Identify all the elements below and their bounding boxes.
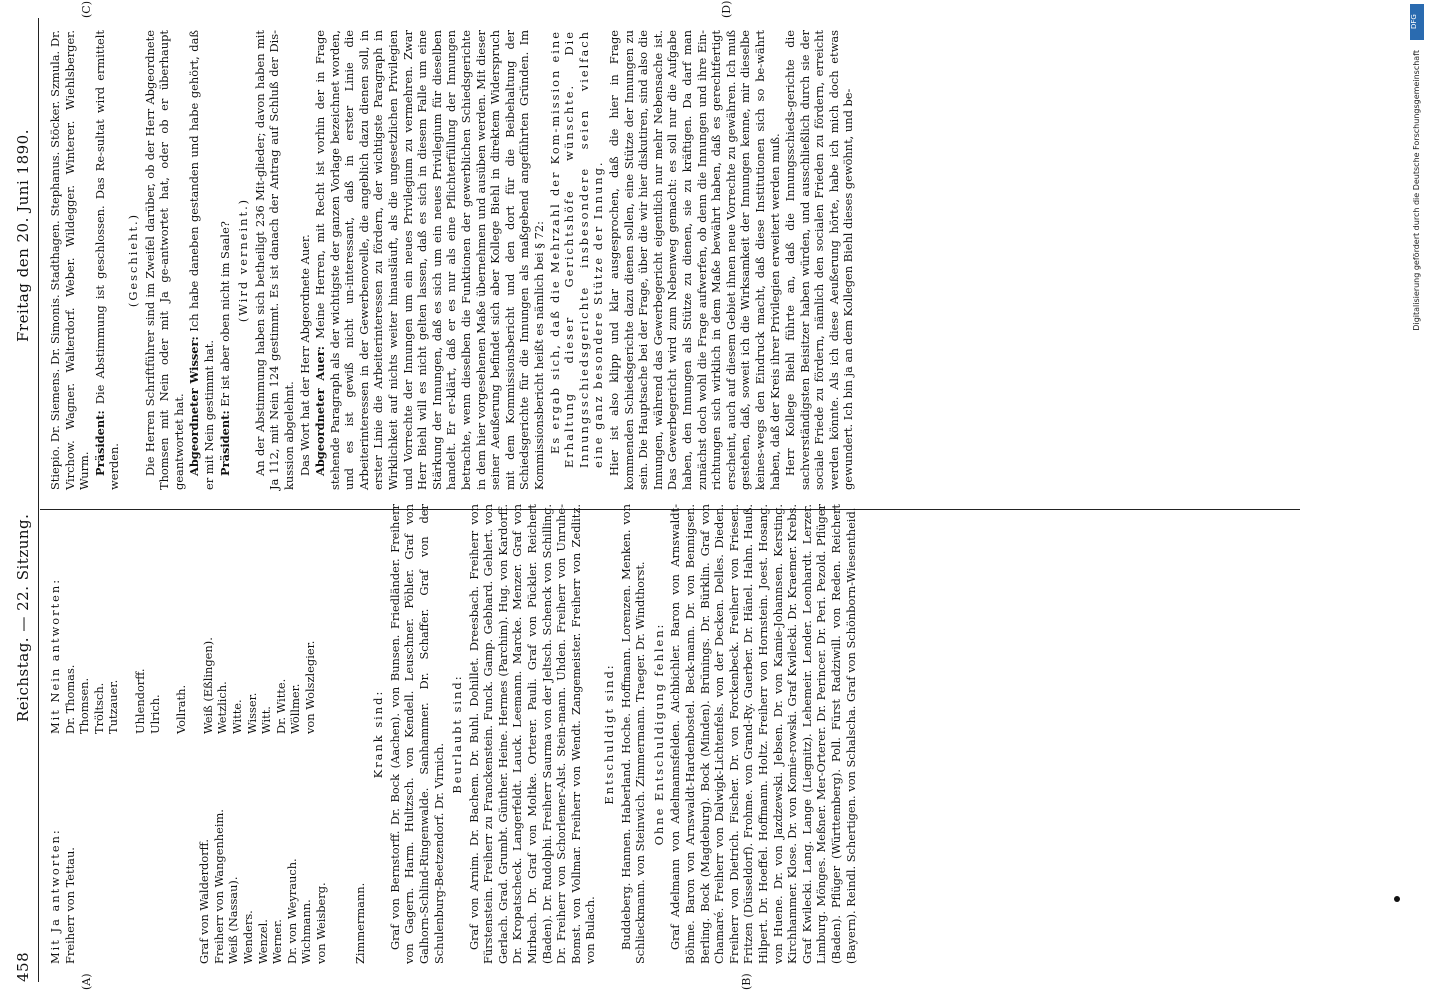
- margin-marker-a: (A): [80, 973, 93, 990]
- nein-name: Wöllmer.: [288, 683, 303, 734]
- nein-name: Thomsen.: [77, 677, 92, 734]
- header-right-title: Freitag den 20. Juni 1890.: [14, 129, 32, 342]
- header-rule: [38, 18, 39, 982]
- page-number: 458: [14, 951, 32, 982]
- ja-name: Weiß (Nassau).: [226, 876, 241, 964]
- paragraph: Die Herren Schriftführer sind im Zweifel darüber, ob der Herr Abgeordnete Thomsen mit Nein oder mit Ja ge-antwortet hat, oder ob er überhaupt geantwortet hat.: [142, 30, 186, 490]
- nein-name: Wisser.: [244, 692, 259, 734]
- ja-name: Graf von Walderdorff.: [197, 839, 212, 964]
- ja-list: [48, 734, 367, 964]
- speaker: Abgeordneter Auer:: [313, 346, 328, 476]
- ja-name: Wichmann.: [299, 899, 314, 964]
- paragraph: An der Abstimmung haben sich betheiligt 236 Mit-glieder; davon haben mit Ja 112, mit Nein 124 gestimmt. Es ist danach der Antrag auf Schluß der Dis-kussion abgelehnt.: [252, 30, 296, 490]
- ja-name: Zimmermann.: [352, 882, 367, 964]
- vote-lists: [48, 504, 367, 964]
- nein-name: Witt.: [259, 706, 274, 734]
- speaker: Präsident:: [217, 410, 232, 476]
- entschuldigt-text: Buddeberg. Hannen. Haberland. Hoche. Hoffmann. Lorenzen. Menken. von Schlieckmann. von Steinwich. Zimmermann. Traeger. Dr. Windthorst.: [618, 504, 648, 964]
- ja-name: Wenders.: [240, 910, 255, 964]
- paragraph: Präsident: Die Abstimmung ist geschlossen. Das Re-sultat wird ermittelt werden.: [92, 30, 122, 490]
- stage-direction: (Wird verneint.): [236, 197, 251, 323]
- paragraph: Präsident: Er ist aber oben nicht im Saale?: [217, 221, 232, 476]
- dfg-logo: DFG: [1410, 4, 1424, 40]
- nein-name: Tröltsch.: [91, 682, 106, 734]
- digitization-note: Digitalisierung gefördert durch die Deutsche Forschungsgemeinschaft: [1412, 50, 1421, 331]
- ohne-text: Graf Adelmann von Adelmannsfelden. Aichbichler. Baron von Arnswaldt-Böhme. Baron von Arnswaldt-Hardenbostel. Beck-mann. Dr. von Bennigsen. Berling. Bock (Magdeburg). Bock (Minden). Brünings. Dr. Bürklin. Graf von Chamaré. Freiherr von Dalwigk-Lichtenfels. von der Decken. Delles. Dieden. Freiherr von Dietrich. Fischer. Dr. von Forckenbeck. Freiherr von Friesen. Fritzen (Düsseldorf). Frohme. von Grand-Ry. Guerber. Dr. Hänel. Hahn. Hauß. Hilpert. Dr. Hoeffel. Hoffmann. Holtz. Freiherr von Hornstein. Joest. Hosang. von Huene. Dr. von Jazdzewski. Jebsen. Dr. von Kamie-Johannsen. Kersting. Kirchhammer. Klose. Dr. von Komie-rowski. Graf Kwilecki. Dr. Kraemer. Krebs. Graf Kwilecki. Lang. Lange (Liegnitz). Lehemeir. Lender. Leonhardt. Lerzer. Limburg. Mönges. Meßner. Mer-Orterer. Dr. Perincer. Dr. Peri. Pezold. Pflüger (Baden). Pflüger (Württemberg). Poll. Fürst Radziwill. von Reden. Reichert (Bayern). Reindl. Schertigen. von Schalscha. Graf von Schönborn-Wiesentheid.: [668, 504, 858, 964]
- nein-name: Dr. Thomas.: [62, 664, 77, 734]
- scan-speck: [1394, 896, 1400, 902]
- header-left-title: Reichstag. — 22. Sitzung.: [14, 513, 32, 722]
- ja-name: von Weisberg.: [313, 882, 328, 964]
- remaining-names: Stiepio. Dr. Siemens. Dr. Simonis. Stadthagen. Stephanus. Stöcker. Szmula. Dr. Virchow. Wagner. Walterdorf. Weber. Wildegger. Winterer. Wiehlsberger. Wurm.: [48, 30, 92, 490]
- ja-name: Freiherr von Tettau.: [62, 847, 77, 964]
- margin-marker-d: (D): [720, 0, 733, 18]
- paragraph: Hier ist also klipp und klar ausgesprochen, daß die hier in Frage kommenden Schiedsgerichte dazu dienen sollen, eine Stütze der Innungen zu sein. Die Hauptsache bei der Frage, über die wir hier diskutiren, sind also die Innungen, während das Gewerbegericht eigentlich nur mehr Nebensache ist. Das Gewerbegericht wird zum Nebenweg gemacht: es soll nur die Aufgabe haben, den Innungen als Stütze zu dienen, sie zu kräftigen. Da darf man zunächst doch wohl die Frage aufwerfen, ob denn die Innungen und ihre Ein-richtungen sich wirklich in dem Maße bewährt haben, daß es gerechtfertigt erscheint, auch auf diesem Gebiet ihnen neue Vorrechte zu gewähren. Ich muß gestehen, daß, soweit ich die Wirksamkeit der Innungen kenne, mir dieselbe keines-wegs den Eindruck macht, daß diese Institutionen sich so be-währt haben, daß der Kreis ihrer Privilegien erweitert werden muß.: [606, 30, 782, 490]
- right-column: [48, 30, 857, 490]
- margin-marker-c: (C): [80, 1, 93, 18]
- nein-name: Witte.: [229, 699, 244, 734]
- ja-heading: Mit Ja antworten:: [48, 828, 62, 964]
- beurlaubt-heading: Beurlaubt sind:: [450, 674, 465, 794]
- ohne-heading: Ohne Entschuldigung fehlen:: [651, 622, 666, 846]
- stage-direction: (Geschieht.): [125, 212, 140, 308]
- paragraph: Abgeordneter Wisser: Ich habe daneben gestanden und habe gehört, daß er mit Nein gestimmt hat.: [187, 30, 216, 490]
- nein-name: von Wolszlegier.: [302, 640, 317, 734]
- ja-name: Werner.: [270, 919, 285, 964]
- quotation: Es ergab sich, daß die Mehrzahl der Kom-mission eine Erhaltung dieser Gerichtshöfe wünschte. Die Innungsschiedsgerichte insbesondere seien vielfach eine ganz besondere Stütze der Innung.: [547, 30, 606, 468]
- margin-marker-b: (B): [740, 973, 753, 990]
- running-header: [10, 18, 36, 982]
- speaker: Präsident:: [92, 410, 107, 476]
- nein-name: Uhlendorff.: [132, 668, 147, 734]
- ja-name: Wenzel.: [255, 919, 270, 964]
- paragraph: Das Wort hat der Herr Abgeordnete Auer.: [297, 234, 312, 476]
- beurlaubt-text: Graf von Arnim. Dr. Bachem. Dr. Buhl. Dohillet. Dreesbach. Freiherr von Fürstenstein. Freiherr zu Franckenstein. Funck. Gamp. Gebhard. Gehlert. von Gerlach. Grad. Grumbt. Günther. Heine. Hermes (Parchim). Hug. von Kardorff. Dr. Kropatscheck. Langerfeldt. Lauck. Leemann. Marcke. Menzer. Graf von Mirbach. Dr. Graf von Moltke. Orterer. Pauli. Graf von Pückler. Reichert (Baden). Dr. Rudolphi. Freiherr Saurma von der Jeltsch. Schenck von Schilling. Dr. Freiherr von Schorlemer-Alst. Stein-mann. Uhden. Freiherr von Unruhe-Bomst. von Vollmar. Freiherr von Wendt. Zangemeister. Freiherr von Zedlitz. von Bulach.: [466, 504, 598, 964]
- speaker: Abgeordneter Wisser:: [187, 336, 202, 476]
- krank-heading: Krank sind:: [371, 689, 386, 779]
- ja-name: Freiherr von Wangenheim.: [211, 809, 226, 964]
- paragraph: Herr Kollege Biehl führte an, daß die Innungsschieds-gerichte die sachverständigsten Beisitzer haben würden, und ausschließlich durch sie der sociale Friede zu fördern, nämlich den socialen Frieden zu fördern, erreicht werden könnte. Als ich diese Aeußerung hörte, habe ich mich doch etwas gewundert. Ich bin ja an dem Kollegen Biehl dieses gewöhnt, und be-: [783, 30, 856, 490]
- ja-name: Dr. von Weyrauch.: [284, 858, 299, 964]
- nein-name: Tutzauer.: [106, 679, 121, 734]
- nein-name: Weiß (Eßlingen).: [200, 637, 215, 734]
- nein-name: Wetzlich.: [215, 681, 230, 734]
- krank-text: Graf von Bernstorff. Dr. Bock (Aachen). von Bunsen. Friedländer. Freiherr von Gagern. Harm. Hultzsch. von Kendell. Leuschner. Pöhler. Graf von Galhorn-Schlind-Ringenwalde. Sanhammer. Dr. Schaffer. Graf von der Schulenburg-Beetzendorf. Dr. Virnich.: [387, 504, 446, 964]
- nein-name: Dr. Witte.: [273, 678, 288, 734]
- paragraph: Abgeordneter Auer: Meine Herren, mit Recht ist vorhin der in Frage stehende Paragraph als der wichtigste der ganzen Vorlage bezeichnet worden, und es ist gewiß nicht un-interessant, daß in erster Linie die Arbeiterinteressen in der Gewerbenovelle, die angeblich dazu dienen soll, in erster Linie die Arbeiterinteressen zu fördern, der wichtigste Paragraph in Wirklichkeit auf nichts weiter hinausläuft, als die ungesetzlichen Privilegien und Vorrechte der Innungen um ein neues Privilegium zu vermehren. Zwar Herr Biehl will es nicht gelten lassen, daß es sich in diesem Falle um eine Stärkung der Innungen, daß es sich um ein neues Privilegium für dieselben handelt. Er er-klärt, daß er es nur als eine Pflichterfüllung der Innungen betrachte, wenn dieselben die Funktionen der gewerblichen Schiedsgerichte in dem hier vorgesehenen Maße übernehmen und ausüben werden. Mit dieser seiner Aeußerung befindet sich aber Kollege Biehl in direktem Widerspruch mit dem Kommissionsbericht und den dort für die Beibehaltung der Schiedsgerichte für die Innungen als maßgebend angeführten Gründen. Im Kommissionsbericht heißt es nämlich bei § 72:: [313, 30, 546, 490]
- nein-name: Vollrath.: [174, 684, 189, 734]
- entschuldigt-heading: Entschuldigt sind:: [602, 663, 617, 805]
- nein-list: [48, 504, 367, 734]
- nein-name: Ulrich.: [147, 694, 162, 734]
- left-column: [48, 504, 859, 964]
- nein-heading: Mit Nein antworten:: [48, 577, 62, 734]
